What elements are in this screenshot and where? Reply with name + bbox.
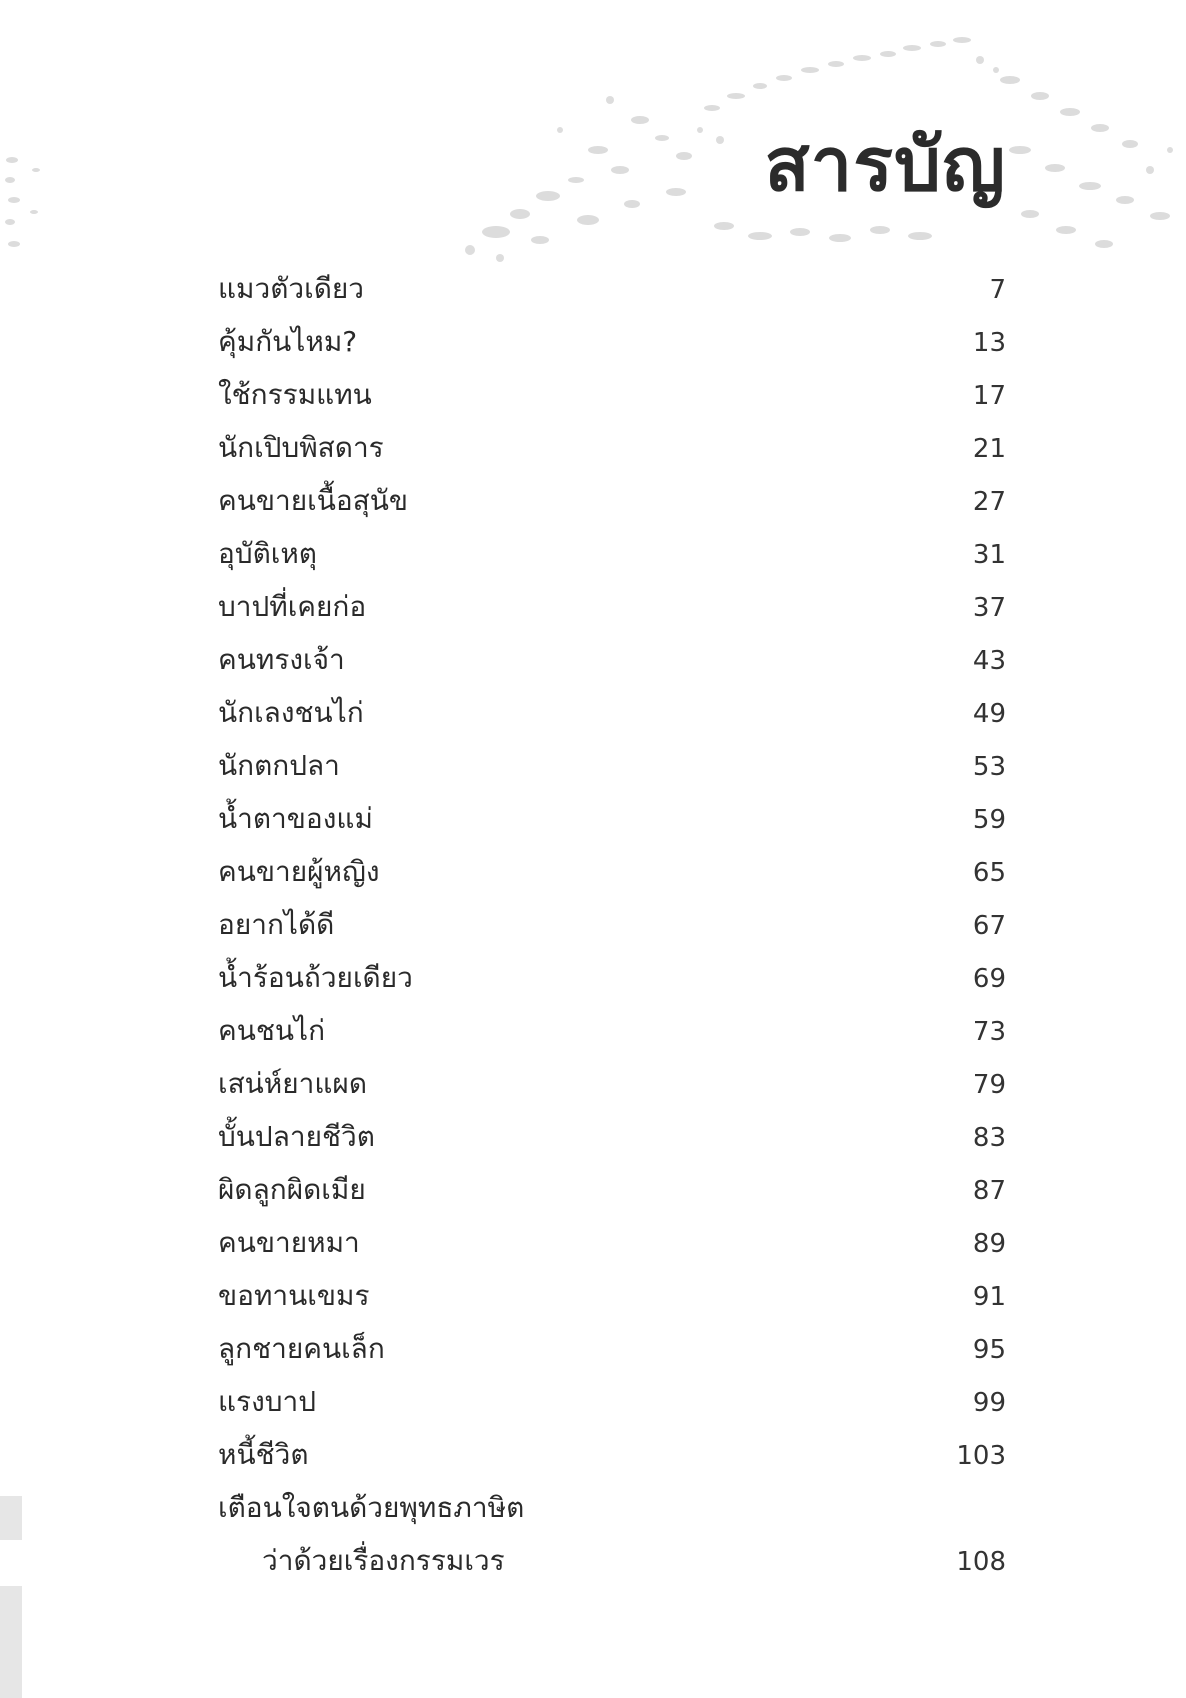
toc-entry [218, 1269, 1006, 1322]
toc-entry [218, 580, 1006, 633]
toc-entry-title: หนี้ชีวิต [218, 1438, 309, 1471]
toc-entry-page: 65 [972, 858, 1006, 888]
toc-entry-page: 108 [956, 1547, 1006, 1577]
toc-entry-page: 13 [972, 328, 1006, 358]
toc-entry-title: แรงบาป [218, 1385, 317, 1418]
toc-entry [218, 1216, 1006, 1269]
toc-entry [218, 315, 1006, 368]
toc-entry-title: เสน่ห์ยาแผด [218, 1067, 368, 1100]
decorative-texture [0, 0, 1186, 280]
toc-entry-title: ผิดลูกผิดเมีย [218, 1173, 366, 1206]
toc-entry [218, 1004, 1006, 1057]
toc-entry-title: นักเลงชนไก่ [218, 696, 364, 729]
toc-entry-title: คุ้มกันไหม? [218, 325, 358, 358]
toc-entry [218, 686, 1006, 739]
toc-entry-multiline-second [218, 1534, 1006, 1587]
toc-entry-page: 21 [972, 434, 1006, 464]
toc-entry [218, 633, 1006, 686]
toc-entry-title: คนขายหมา [218, 1226, 360, 1259]
toc-entry-title: ว่าด้วยเรื่องกรรมเวร [262, 1544, 505, 1577]
toc-entry-page: 99 [972, 1388, 1006, 1418]
toc-entry-page: 67 [972, 911, 1006, 941]
toc-entry [218, 368, 1006, 421]
toc-list [218, 262, 1006, 1587]
toc-entry [218, 898, 1006, 951]
toc-entry-page: 31 [972, 540, 1006, 570]
toc-entry-title: อยากได้ดี [218, 908, 335, 941]
toc-entry-title: คนขายผู้หญิง [218, 855, 380, 888]
toc-entry-page: 17 [972, 381, 1006, 411]
toc-entry-title: คนทรงเจ้า [218, 643, 345, 676]
toc-entry [218, 421, 1006, 474]
toc-entry [218, 262, 1006, 315]
toc-entry-title: บาปที่เคยก่อ [218, 590, 367, 623]
side-tab-upper [0, 1496, 22, 1540]
toc-entry-page: 69 [972, 964, 1006, 994]
toc-entry-page: 43 [972, 646, 1006, 676]
toc-entry [218, 1110, 1006, 1163]
toc-entry-title: แมวตัวเดียว [218, 272, 365, 305]
toc-entry-title: ขอทานเขมร [218, 1279, 370, 1312]
toc-entry-multiline-first [218, 1481, 1006, 1534]
toc-entry-title: ลูกชายคนเล็ก [218, 1332, 385, 1365]
toc-entry-title: นักตกปลา [218, 749, 340, 782]
toc-entry [218, 792, 1006, 845]
toc-entry [218, 1322, 1006, 1375]
toc-entry-page: 83 [972, 1123, 1006, 1153]
toc-entry-title: นักเปิบพิสดาร [218, 431, 384, 464]
toc-entry [218, 527, 1006, 580]
toc-entry-page: 91 [972, 1282, 1006, 1312]
toc-entry-title: น้ำตาของแม่ [218, 802, 373, 835]
toc-entry [218, 739, 1006, 792]
toc-entry-page: 7 [989, 275, 1006, 305]
toc-entry-page: 79 [972, 1070, 1006, 1100]
toc-entry [218, 1163, 1006, 1216]
toc-entry [218, 1057, 1006, 1110]
toc-entry-title: ใช้กรรมแทน [218, 378, 372, 411]
toc-entry [218, 1428, 1006, 1481]
toc-entry [218, 845, 1006, 898]
toc-entry-title: คนขายเนื้อสุนัข [218, 484, 409, 517]
side-tab-lower [0, 1586, 22, 1698]
toc-entry-page: 27 [972, 487, 1006, 517]
toc-entry-title: อุบัติเหตุ [218, 537, 317, 570]
toc-entry-page: 49 [972, 699, 1006, 729]
toc-entry-title: คนชนไก่ [218, 1014, 326, 1047]
toc-entry-page: 103 [956, 1441, 1006, 1471]
toc-entry-page: 53 [972, 752, 1006, 782]
toc-entry-title: น้ำร้อนถ้วยเดียว [218, 961, 413, 994]
toc-entry-title: เตือนใจตนด้วยพุทธภาษิต [218, 1491, 525, 1524]
toc-entry-page: 59 [972, 805, 1006, 835]
toc-entry-page: 37 [972, 593, 1006, 623]
toc-entry-page: 95 [972, 1335, 1006, 1365]
toc-entry [218, 474, 1006, 527]
toc-entry [218, 951, 1006, 1004]
toc-entry-title: บั้นปลายชีวิต [218, 1120, 375, 1153]
toc-entry-page: 73 [972, 1017, 1006, 1047]
toc-entry [218, 1375, 1006, 1428]
toc-entry-page: 87 [972, 1176, 1006, 1206]
toc-entry-page: 89 [972, 1229, 1006, 1259]
page-title: สารบัญ [764, 122, 1006, 208]
